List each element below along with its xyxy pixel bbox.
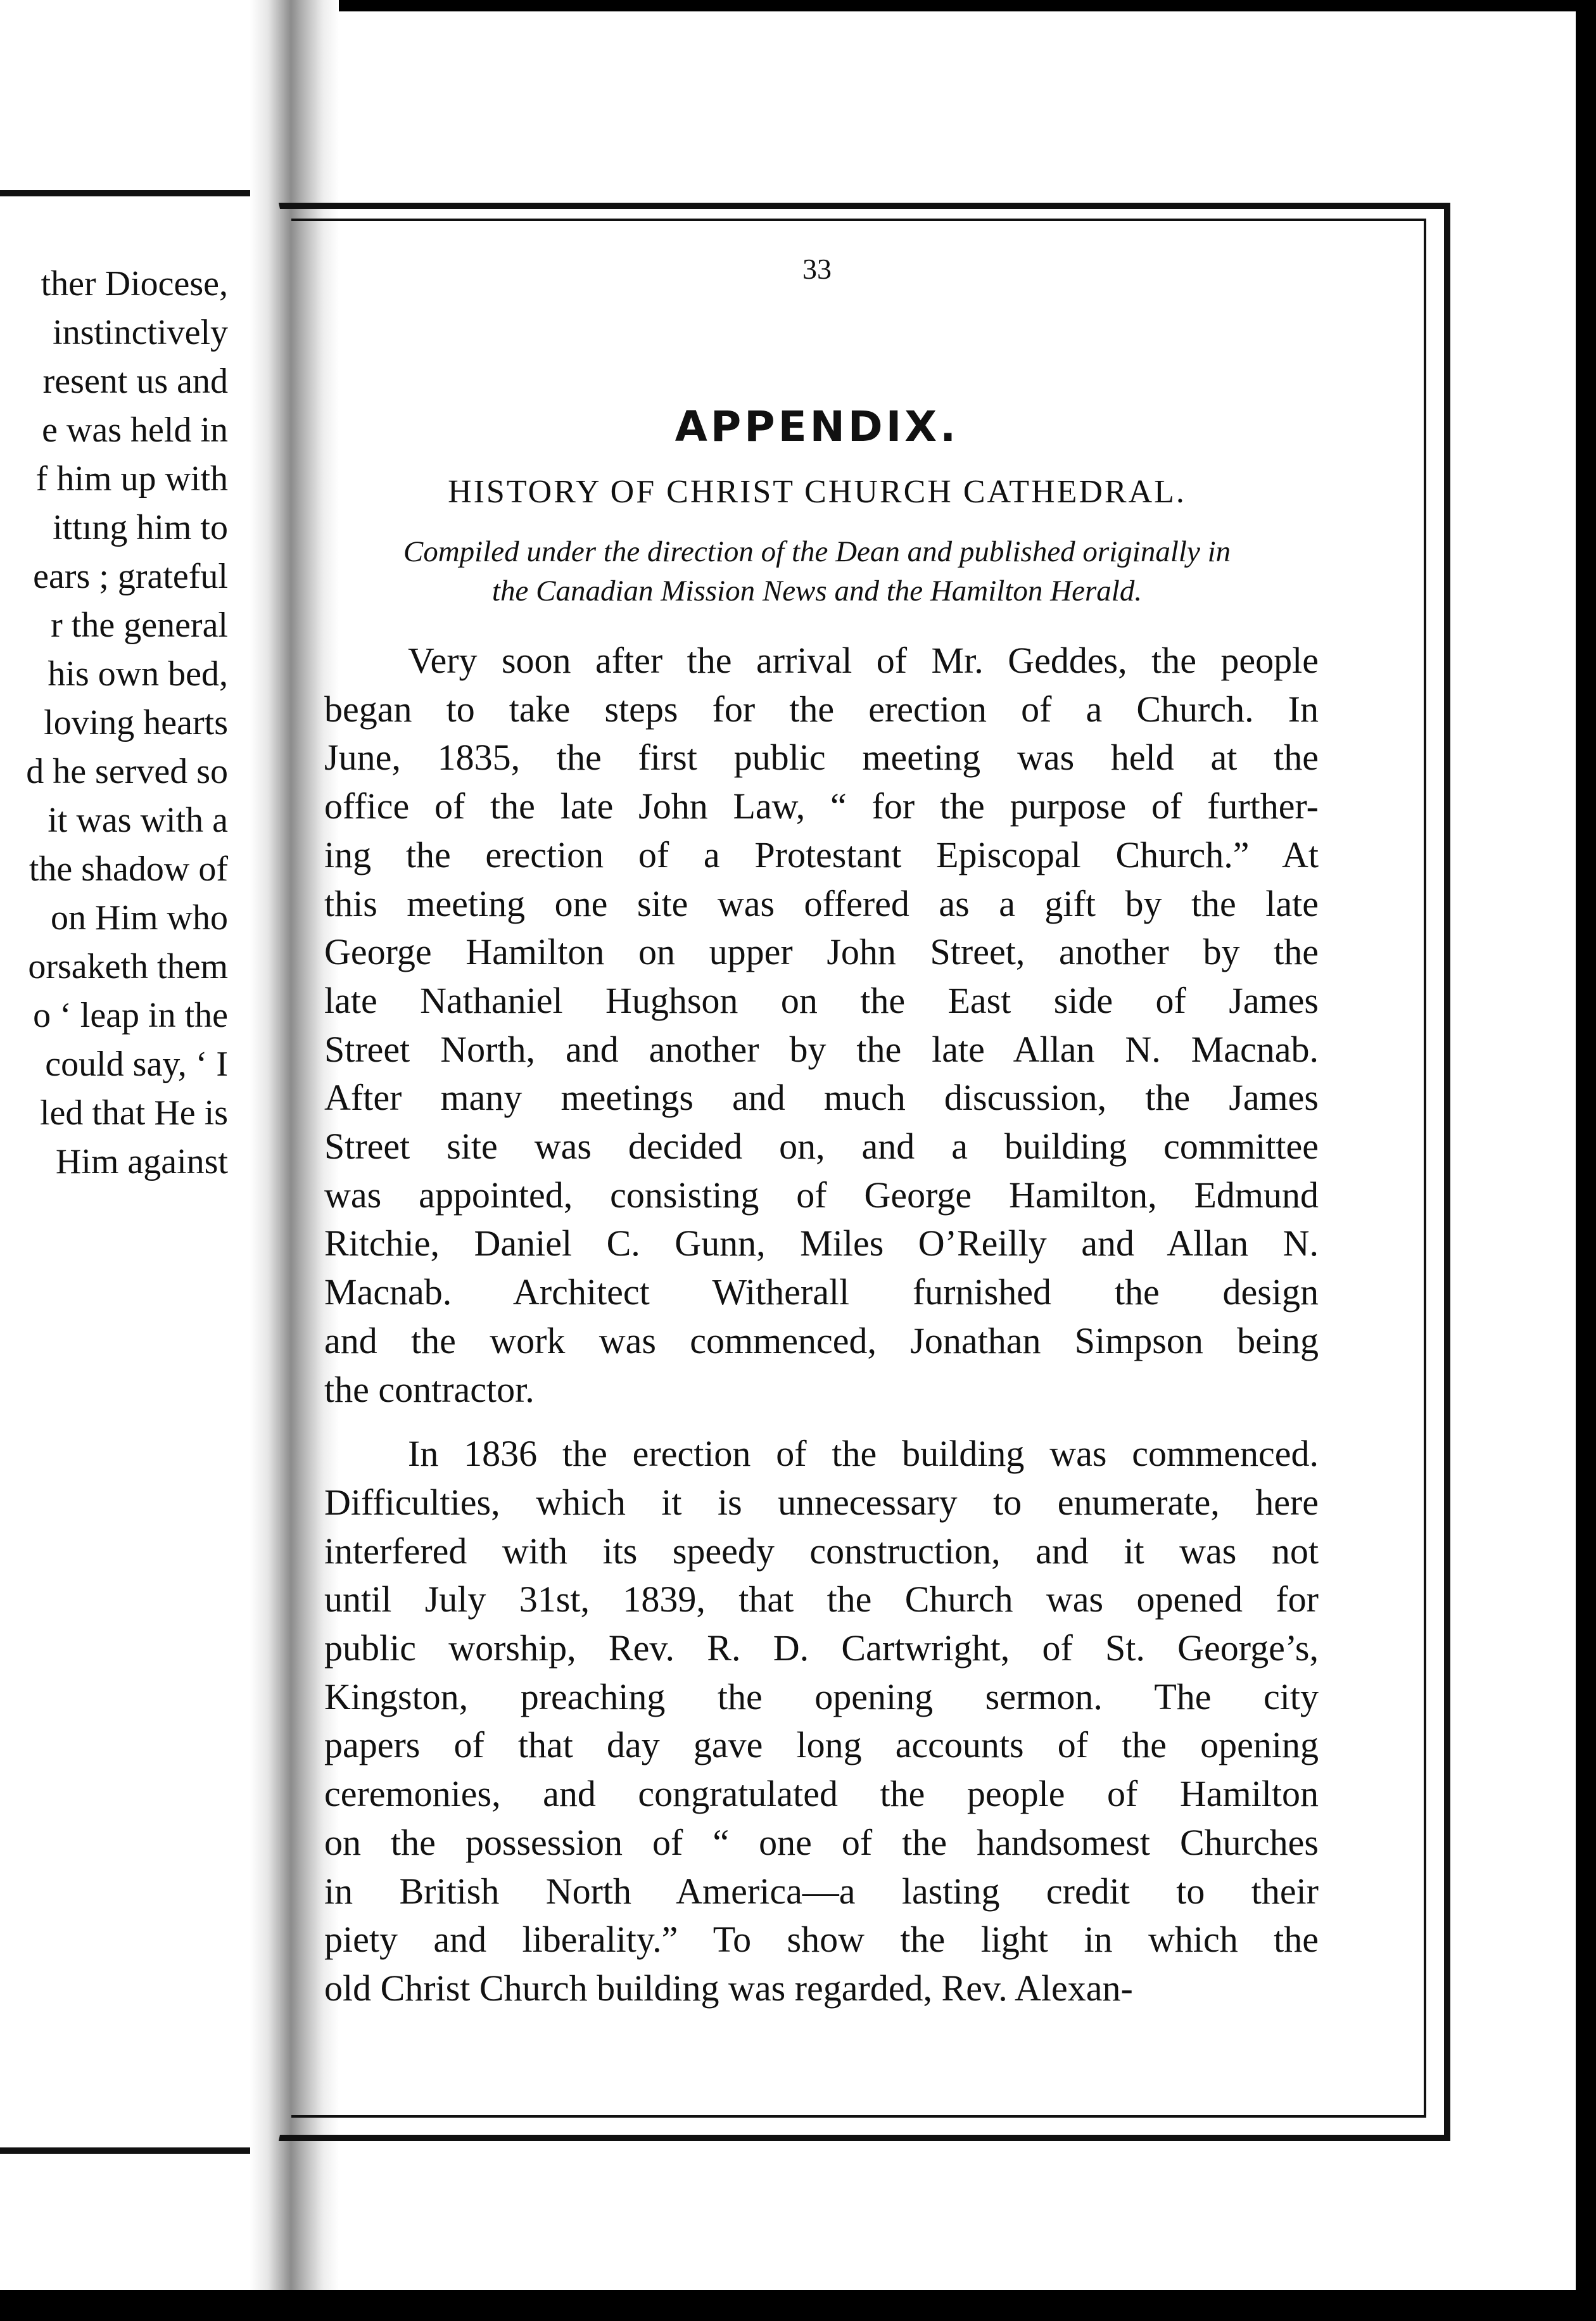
appendix-heading: APPENDIX. bbox=[674, 402, 960, 451]
facing-page-line: d he served so bbox=[26, 752, 228, 791]
facing-page-line: f him up with bbox=[35, 459, 228, 499]
facing-page-fragment bbox=[0, 0, 274, 2290]
text-line: began to take steps for the erection of a Church. In bbox=[324, 688, 1319, 730]
facing-page-line: loving hearts bbox=[44, 703, 228, 742]
facing-page-line: resent us and bbox=[42, 362, 228, 401]
section-subheading: HISTORY OF CHRIST CHURCH CATHEDRAL. bbox=[448, 474, 1186, 510]
text-line: on the possession of “ one of the handsomest Churches bbox=[324, 1821, 1319, 1863]
text-line: Very soon after the arrival of Mr. Geddes, the people bbox=[408, 640, 1319, 681]
text-line: ing the erection of a Protestant Episcopal Church.” At bbox=[324, 834, 1319, 875]
facing-page-top-rule bbox=[0, 190, 272, 196]
facing-page-line: Him against bbox=[55, 1142, 228, 1181]
facing-page-line: ther Diocese, bbox=[41, 264, 228, 303]
body-text bbox=[324, 637, 1319, 2013]
paragraph bbox=[324, 1430, 1319, 2013]
text-line: George Hamilton on upper John Street, another by the bbox=[324, 931, 1319, 973]
text-line: Street site was decided on, and a building committee bbox=[324, 1126, 1319, 1167]
paragraph-gap bbox=[324, 1414, 1319, 1430]
facing-page-line: instinctively bbox=[53, 313, 228, 352]
text-line: Macnab. Architect Witherall furnished the design bbox=[324, 1271, 1319, 1313]
text-line: June, 1835, the first public meeting was held at the bbox=[324, 737, 1319, 779]
paragraph bbox=[324, 637, 1319, 1414]
text-line: old Christ Church building was regarded, Rev. Alexan- bbox=[324, 1967, 1133, 2009]
facing-page-line: the shadow of bbox=[28, 849, 228, 889]
text-line: Ritchie, Daniel C. Gunn, Miles O’Reilly and Allan N. bbox=[324, 1223, 1319, 1264]
text-line: public worship, Rev. R. D. Cartwright, of St. George’s, bbox=[324, 1627, 1319, 1669]
facing-page-line: e was held in bbox=[42, 410, 228, 450]
text-line: in British North America—a lasting credit to their bbox=[324, 1870, 1319, 1912]
text-line: After many meetings and much discussion, the James bbox=[324, 1077, 1319, 1119]
text-line: Difficulties, which it is unnecessary to enumerate, here bbox=[324, 1481, 1319, 1523]
facing-page-line: on Him who bbox=[51, 898, 228, 938]
credit-line: Compiled under the direction of the Dean and published originally in bbox=[403, 535, 1231, 568]
text-line: until July 31st, 1839, that the Church was opened for bbox=[324, 1579, 1319, 1620]
scan-bottom-border bbox=[0, 2290, 1596, 2321]
text-line: and the work was commenced, Jonathan Simpson being bbox=[324, 1319, 1319, 1361]
scan-right-border bbox=[1576, 0, 1596, 2321]
text-line: papers of that day gave long accounts of the opening bbox=[324, 1724, 1319, 1766]
facing-page-line: his own bed, bbox=[48, 654, 228, 694]
page-number: 33 bbox=[802, 253, 832, 285]
compilation-credit bbox=[323, 532, 1311, 611]
facing-page-line: ittıng him to bbox=[53, 508, 228, 547]
facing-page-line: could say, ‘ I bbox=[45, 1045, 228, 1084]
text-line: ceremonies, and congratulated the people of Hamilton bbox=[324, 1773, 1319, 1815]
text-line: office of the late John Law, “ for the purpose of further- bbox=[324, 785, 1319, 827]
facing-page-line: led that He is bbox=[39, 1093, 228, 1133]
text-line: interfered with its speedy construction, and it was not bbox=[324, 1530, 1319, 1572]
text-line: In 1836 the erection of the building was commenced. bbox=[408, 1433, 1319, 1475]
facing-page-line: ears ; grateful bbox=[33, 557, 228, 596]
text-line: Street North, and another by the late Allan N. Macnab. bbox=[324, 1028, 1319, 1070]
facing-page-text bbox=[26, 260, 228, 1186]
text-line: piety and liberality.” To show the light in which the bbox=[324, 1919, 1319, 1961]
facing-page-bottom-rule bbox=[0, 2147, 272, 2154]
text-line: was appointed, consisting of George Hamilton, Edmund bbox=[324, 1174, 1319, 1216]
facing-page-line: r the general bbox=[51, 606, 228, 645]
text-line: the contractor. bbox=[324, 1368, 535, 1410]
facing-page-line: o ‘ leap in the bbox=[33, 996, 228, 1035]
text-line: Kingston, preaching the opening sermon. The city bbox=[324, 1676, 1319, 1717]
text-line: late Nathaniel Hughson on the East side of James bbox=[324, 979, 1319, 1021]
facing-page-line: it was with a bbox=[48, 801, 228, 840]
text-line: this meeting one site was offered as a gift by the late bbox=[324, 882, 1319, 924]
credit-line: the Canadian Mission News and the Hamilton Herald. bbox=[491, 575, 1143, 607]
facing-page-line: orsaketh them bbox=[28, 947, 228, 986]
